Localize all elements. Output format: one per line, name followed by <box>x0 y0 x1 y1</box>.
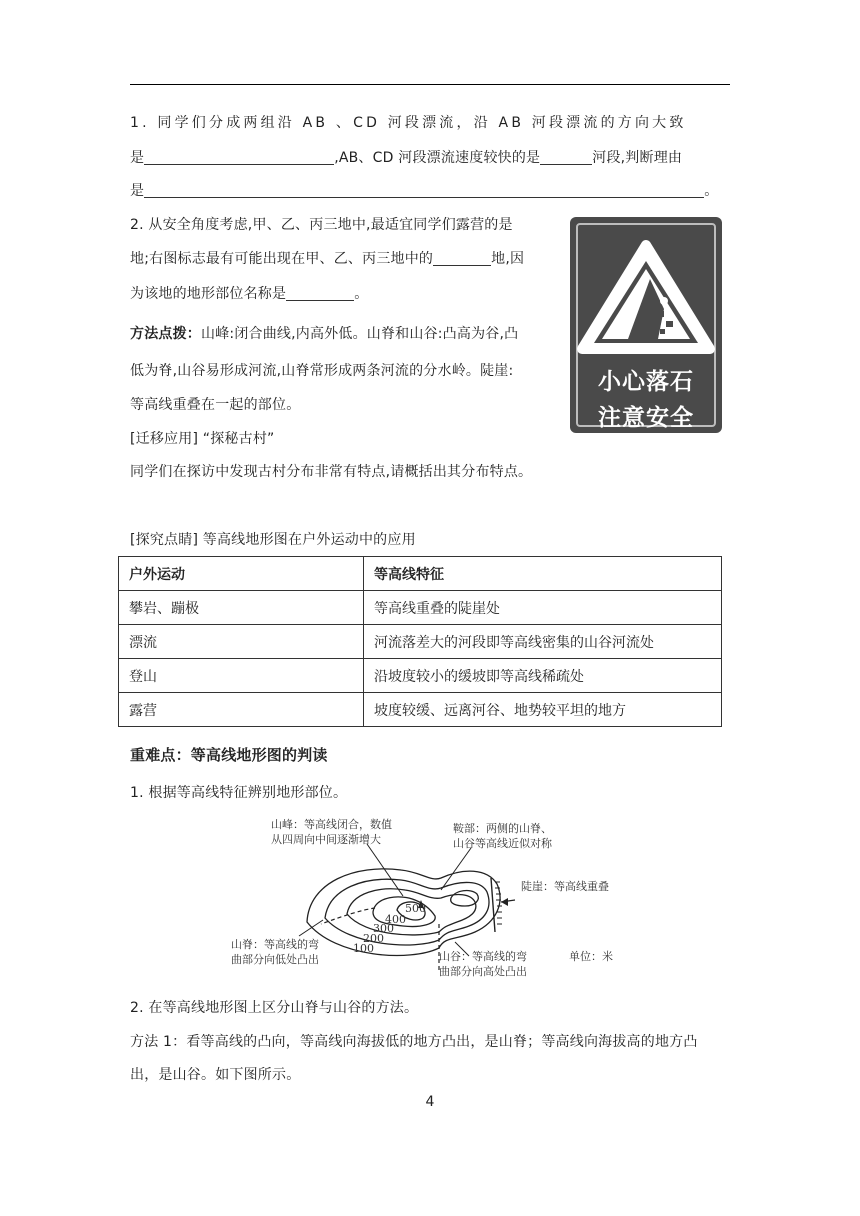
answer-blank <box>144 183 704 198</box>
table-row <box>119 591 722 625</box>
peak-label-2: 从四周向中间逐渐增大 <box>271 833 381 846</box>
q2-line-3-b: 。 <box>354 286 369 302</box>
table-cell: 等高线重叠的陡崖处 <box>364 591 722 625</box>
q2-line-3 <box>130 283 368 303</box>
sign-text-1: 小心落石 <box>598 369 694 395</box>
q1-line-2-b: ,AB、CD 河段漂流速度较快的是 <box>334 150 541 166</box>
q1-line-3-b: 。 <box>704 183 719 199</box>
unit-label: 单位：米 <box>569 950 613 963</box>
q1-line-3-a: 是 <box>130 183 145 199</box>
table-cell: 登山 <box>119 659 364 693</box>
contour-label-300: 300 <box>373 922 394 935</box>
table-cell: 露营 <box>119 693 364 727</box>
ridge-label-2: 曲部分向低处凸出 <box>231 953 319 966</box>
q1-line-2-c: 河段,判断理由 <box>592 150 683 166</box>
method-line-1 <box>130 323 518 343</box>
warning-sign <box>570 217 722 433</box>
q1-line-1: 1. 同学们分成两组沿 AB 、CD 河段漂流，沿 AB 河段漂流的方向大致 <box>130 115 687 131</box>
explore-heading: [探究点睛] 等高线地形图在户外运动中的应用 <box>130 532 416 548</box>
q2-line-2-a: 地;右图标志最有可能出现在甲、乙、丙三地中的 <box>130 251 434 267</box>
table-cell: 沿坡度较小的缓坡即等高线稀疏处 <box>364 659 722 693</box>
cliff-label: 陡崖：等高线重叠 <box>521 880 609 893</box>
transfer-text: 同学们在探访中发现古村分布非常有特点,请概括出其分布特点。 <box>130 464 533 480</box>
contour-label-400: 400 <box>385 913 406 926</box>
answer-blank <box>144 150 334 165</box>
q1-line-2-a: 是 <box>130 150 145 166</box>
table-header-cell: 户外运动 <box>119 557 364 591</box>
contour-label-100: 100 <box>353 942 374 955</box>
key-item-2: 2. 在等高线地形图上区分山脊与山谷的方法。 <box>130 1000 419 1016</box>
q1-line-2 <box>130 147 682 167</box>
method1-line-2: 出，是山谷。如下图所示。 <box>130 1067 301 1083</box>
cliff-arrowhead <box>501 898 508 906</box>
key-title: 重难点：等高线地形图的判读 <box>130 746 328 764</box>
answer-blank <box>286 286 354 301</box>
saddle-label-1: 鞍部：两侧的山脊、 <box>453 822 552 835</box>
q2-line-2 <box>130 248 524 268</box>
table-row <box>119 693 722 727</box>
contour-label-500: 500 <box>405 902 426 915</box>
contour-saddle-hill <box>451 891 479 906</box>
valley-label-2: 曲部分向高处凸出 <box>439 965 527 978</box>
method1-line-1: 方法 1：看等高线的凸向，等高线向海拔低的地方凸出，是山脊；等高线向海拔高的地方凸 <box>130 1034 698 1050</box>
outdoor-sports-table <box>118 556 722 727</box>
table-cell: 坡度较缓、远离河谷、地势较平坦的地方 <box>364 693 722 727</box>
method-line-3: 等高线重叠在一起的部位。 <box>130 397 301 413</box>
q2-line-2-b: 地,因 <box>491 251 525 267</box>
cliff-hatching <box>495 882 502 924</box>
table-header-row <box>119 557 722 591</box>
q2-line-3-a: 为该地的地形部位名称是 <box>130 286 287 302</box>
method-line-2: 低为脊,山谷易形成河流,山脊常形成两条河流的分水岭。陡崖: <box>130 363 514 379</box>
table-row <box>119 625 722 659</box>
ridge-label-1: 山脊：等高线的弯 <box>231 938 319 951</box>
table-cell: 河流落差大的河段即等高线密集的山谷河流处 <box>364 625 722 659</box>
answer-blank <box>540 150 592 165</box>
method-text-1: 山峰:闭合曲线,内高外低。山脊和山谷:凸高为谷,凸 <box>201 326 519 342</box>
table-row <box>119 659 722 693</box>
page-number: 4 <box>425 1094 435 1110</box>
method-label: 方法点拨： <box>130 326 201 342</box>
transfer-heading: [迁移应用] “探秘古村” <box>130 431 275 447</box>
sign-text-2: 注意安全 <box>598 405 694 431</box>
saddle-label-2: 山谷等高线近似对称 <box>453 837 552 850</box>
peak-label-1: 山峰：等高线闭合，数值 <box>271 818 392 831</box>
table-cell: 攀岩、蹦极 <box>119 591 364 625</box>
key-item-1: 1. 根据等高线特征辨别地形部位。 <box>130 785 348 801</box>
q2-line-1: 2. 从安全角度考虑,甲、乙、丙三地中,最适宜同学们露营的是 <box>130 217 513 233</box>
table-header-cell: 等高线特征 <box>364 557 722 591</box>
table-cell: 漂流 <box>119 625 364 659</box>
cliff-line <box>491 878 495 932</box>
contour-diagram <box>225 812 645 984</box>
q1-line-3 <box>130 180 718 200</box>
valley-label-1: 山谷：等高线的弯 <box>439 950 527 963</box>
header-rule <box>130 84 730 85</box>
contour-label-200: 200 <box>363 932 384 945</box>
answer-blank <box>433 251 491 266</box>
